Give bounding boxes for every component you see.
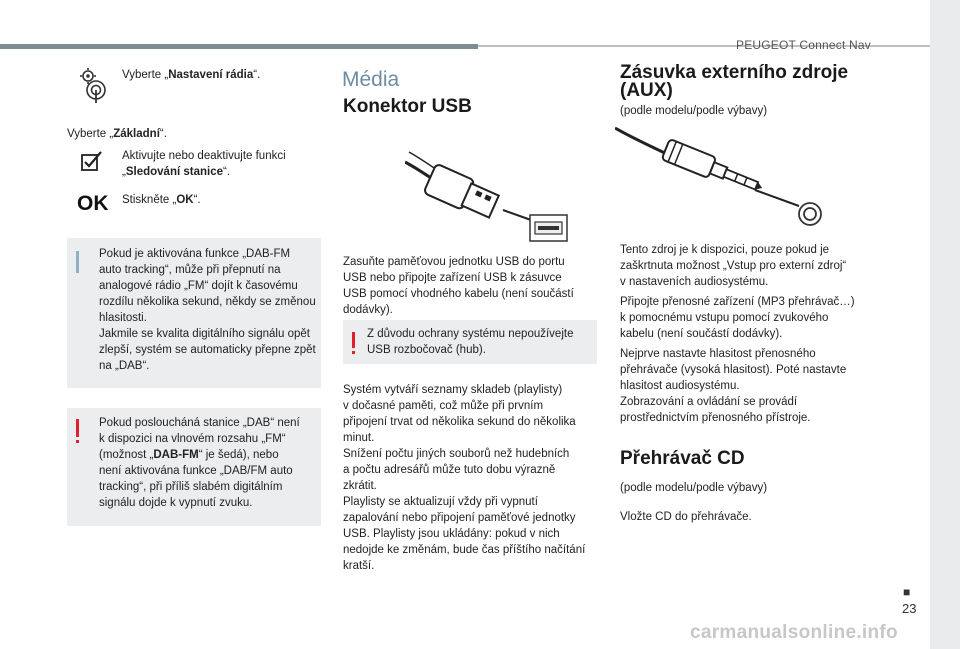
step-text: Vyberte „: [122, 69, 169, 81]
aux-jack-illustration: [615, 122, 830, 232]
info-note-text: [99, 246, 316, 374]
checkbox-toggle-icon: [81, 150, 103, 177]
aux-availability-note: (podle modelu/podle výbavy): [620, 105, 768, 117]
text-line: prostřednictvím přenosného přístroje.: [620, 412, 811, 424]
step-text: Aktivujte nebo deaktivujte funkci: [122, 150, 286, 162]
heading-line: Zásuvka externího zdroje: [620, 62, 849, 83]
warning-text: “ je šedá), nebo: [198, 449, 279, 461]
section-heading-usb: Konektor USB: [343, 96, 472, 117]
step-select-radio-settings: [122, 67, 260, 83]
usb-warning-text: [367, 326, 573, 358]
usb-warning-note: [343, 320, 597, 364]
watermark-text: carmanualsonline.info: [690, 622, 898, 643]
header-rule-dark: [0, 44, 478, 49]
step-text: „: [122, 166, 126, 178]
text-line: v dočasné paměti, což může při prvním: [343, 400, 544, 412]
step-text: Vyberte „: [67, 128, 114, 140]
cd-instruction: Vložte CD do přehrávače.: [620, 511, 752, 523]
text-line: k pomocnému vstupu pomocí zvukového: [620, 312, 829, 324]
warning-line: signálu dojde k vypnutí zvuku.: [99, 497, 253, 509]
ok-icon: OK: [77, 192, 109, 215]
info-line: analogové rádio „FM“ dojít k časovému: [99, 280, 298, 292]
text-line: Playlisty se aktualizují vždy při vypnutí: [343, 496, 538, 508]
warning-dot: [352, 351, 355, 354]
aux-paragraph-2: [620, 294, 855, 342]
text-line: zapalování nebo připojení paměťové jednotky: [343, 512, 576, 524]
step-text: “.: [223, 166, 231, 178]
text-line: USB. Playlisty jsou ukládány: pokud v nich: [343, 528, 560, 540]
info-bar-icon: [76, 251, 79, 273]
section-heading-cd: Přehrávač CD: [620, 448, 745, 469]
warning-line: k dispozici na vlnovém rozsahu „FM“: [99, 433, 286, 445]
text-line: Systém vytváří seznamy skladeb (playlisty): [343, 384, 563, 396]
step-toggle-tracking: [122, 148, 286, 180]
warning-note: [67, 408, 321, 526]
step-press-ok: [122, 192, 201, 208]
text-line: kratší.: [343, 560, 375, 572]
warning-note-text: [99, 415, 300, 511]
text-line: zkrátit.: [343, 480, 377, 492]
text-line: Připojte přenosné zařízení (MP3 přehrávač…): [620, 296, 855, 308]
warning-line: Z důvodu ochrany systému nepoužívejte: [367, 328, 574, 340]
warning-line: USB rozbočovač (hub).: [367, 344, 486, 356]
info-line: auto tracking“, může při přepnutí na: [99, 264, 281, 276]
text-line: hlasitost audiosystému.: [620, 380, 740, 392]
page-number: 23: [902, 601, 917, 616]
warning-line: [99, 447, 300, 463]
step-text: “.: [159, 128, 167, 140]
section-title-media: Média: [342, 68, 400, 91]
info-note: [67, 238, 321, 388]
warning-line: Pokud posloucháná stanice „DAB“ není: [99, 417, 300, 429]
usb-paragraph-1: [343, 254, 574, 318]
info-line: Pokud je aktivována funkce „DAB-FM: [99, 248, 291, 260]
step-line: [122, 164, 286, 180]
info-line: rozdílu několika sekund, někdy se změnou: [99, 296, 316, 308]
text-line: Zobrazování a ovládání se provádí: [620, 396, 798, 408]
text-line: a počtu adresářů může tuto dobu výrazně: [343, 464, 556, 476]
warning-exclamation-icon: [352, 332, 355, 348]
step-text: “.: [253, 69, 261, 81]
text-line: kabelu (není součástí dodávky).: [620, 328, 783, 340]
step-bold: Sledování stanice: [125, 166, 223, 178]
text-line: Tento zdroj je k dispozici, pouze pokud je: [620, 244, 830, 256]
page-side-strip: [930, 0, 960, 649]
aux-paragraph-1: [620, 242, 846, 290]
text-line: přehrávače (vysoká hlasitost). Poté nastavte: [620, 364, 847, 376]
usb-connector-illustration: [405, 140, 575, 250]
text-line: nedojde ke změnám, bude čas příštího načítání: [343, 544, 586, 556]
info-line: na „DAB“.: [99, 360, 150, 372]
text-line: dodávky).: [343, 304, 393, 316]
brand-title: PEUGEOT Connect Nav: [736, 38, 871, 52]
usb-paragraph-2: [343, 382, 585, 574]
warning-line: tracking“, při příliš slabém digitálním: [99, 481, 283, 493]
aux-paragraph-3: [620, 346, 846, 426]
warning-bold: DAB-FM: [153, 449, 199, 461]
step-bold: Nastavení rádia: [168, 69, 254, 81]
text-line: připojení trvat od několika sekund do několika: [343, 416, 576, 428]
text-line: zaškrtnuta možnost „Vstup pro externí zdroj“: [620, 260, 847, 272]
text-line: v nastaveních audiosystému.: [620, 276, 769, 288]
continue-marker-icon: ■: [903, 585, 911, 599]
cd-availability-note: (podle modelu/podle výbavy): [620, 482, 768, 494]
warning-line: není aktivována funkce „DAB/FM auto: [99, 465, 293, 477]
info-line: hlasitosti.: [99, 312, 147, 324]
text-line: Nejprve nastavte hlasitost přenosného: [620, 348, 816, 360]
text-line: USB nebo připojte zařízení USB k zásuvce: [343, 272, 562, 284]
step-bold: OK: [176, 194, 194, 206]
text-line: Snížení počtu jiných souborů než hudebních: [343, 448, 570, 460]
step-bold: Základní: [113, 128, 160, 140]
warning-dot: [76, 440, 79, 443]
text-line: USB pomocí vhodného kabelu (není součástí: [343, 288, 574, 300]
warning-exclamation-icon: [76, 419, 79, 437]
heading-line: (AUX): [620, 80, 673, 101]
text-line: Zasuňte paměťovou jednotku USB do portu: [343, 256, 565, 268]
text-line: minut.: [343, 432, 375, 444]
warning-text: (možnost „: [99, 449, 154, 461]
radio-settings-icon: [78, 66, 110, 109]
section-heading-aux: [620, 64, 848, 100]
step-text: Stiskněte „: [122, 194, 177, 206]
info-line: Jakmile se kvalita digitálního signálu opět: [99, 328, 310, 340]
step-select-basic: [67, 126, 167, 142]
info-line: zlepší, systém se automaticky přepne zpět: [99, 344, 316, 356]
step-text: “.: [193, 194, 201, 206]
